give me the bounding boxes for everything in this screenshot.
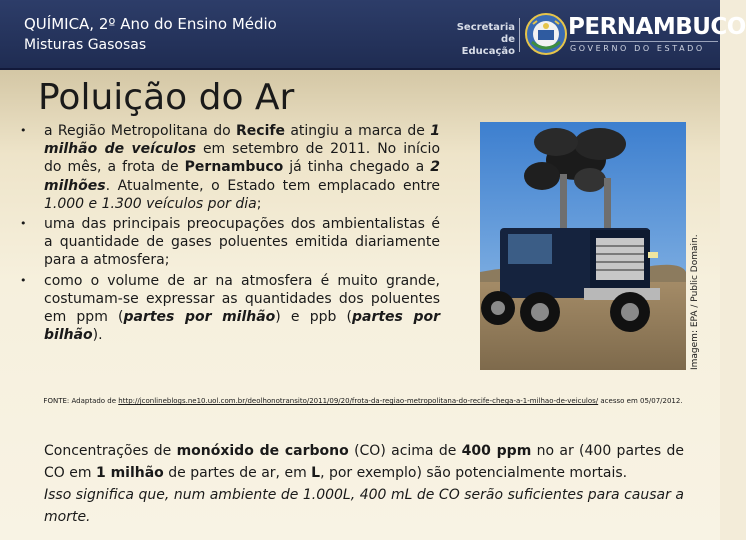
header-bar <box>0 0 746 70</box>
source-link[interactable]: http://jconlineblogs.ne10.uol.com.br/deolhonotransito/2011/09/20/frota-da-regiao-metropolitana-do-recife-chega-a-1-milhao-de-veiculos/ <box>118 397 599 405</box>
conclusion-paragraph-1 <box>44 440 684 484</box>
text-run: de partes de ar, em <box>163 465 312 481</box>
text-run: (CO) acima de <box>348 443 462 459</box>
state-name-logo: PERNAMBUCO <box>568 14 746 40</box>
photo-credit: Imagem: EPA / Public Domain. <box>690 234 700 370</box>
text-run: como o volume de ar na atmosfera é muito grande, costumam-se expressar as quantidades dos poluentes em <box>44 272 440 326</box>
source-citation <box>38 397 688 406</box>
logo-divider <box>519 18 520 52</box>
text-run: atingiu a marca de <box>284 123 431 139</box>
text-run: 1.000 e 1.300 veículos por dia <box>44 195 257 212</box>
text-run: ppb <box>309 309 337 326</box>
text-run: uma das principais preocupações dos ambientalistas é a quantidade de gases poluentes emitida diariamente para a atmosfera; <box>44 216 440 269</box>
text-run: 1 milhão de veículos <box>44 123 440 158</box>
source-prefix: FONTE: Adaptado de <box>43 397 119 405</box>
text-run: ( <box>336 309 352 326</box>
bullet-item <box>20 272 440 345</box>
secretaria-logo-text <box>455 22 515 58</box>
truck-photo <box>480 122 686 370</box>
text-run: ) e <box>275 309 310 326</box>
bullet-item <box>20 215 440 270</box>
text-run: ( <box>107 309 124 326</box>
source-suffix: acesso em 05/07/2012. <box>598 397 683 405</box>
text-run: já tinha chegado a <box>283 159 431 176</box>
text-run: 1 milhão <box>95 465 164 481</box>
bullet-item <box>20 122 440 213</box>
state-crest-icon <box>524 12 568 56</box>
page-title: Poluição do Ar <box>38 77 295 118</box>
bullet-marker: • <box>20 217 27 231</box>
text-run: ppm <box>76 309 108 326</box>
text-run: a Região Metropolitana do <box>44 123 237 139</box>
bullet-list <box>20 122 440 346</box>
government-label: GOVERNO DO ESTADO <box>570 41 718 54</box>
text-run: 400 ppm <box>461 443 532 459</box>
text-run: monóxido de carbono <box>176 443 349 459</box>
text-run: Concentrações de <box>44 443 177 459</box>
text-run: 2 milhões <box>44 159 440 194</box>
text-run: partes por bilhão <box>44 309 441 344</box>
header-subtitle: Misturas Gasosas <box>24 37 147 53</box>
text-run: Pernambuco <box>184 159 284 176</box>
bullet-marker: • <box>20 124 27 137</box>
text-run: partes por milhão <box>123 309 276 326</box>
text-run: ). <box>92 327 103 344</box>
text-run: Recife <box>236 123 285 139</box>
text-run: , por exemplo) são potencialmente mortais. <box>320 465 628 481</box>
secretaria-line-2: Educação <box>461 46 515 57</box>
conclusion-text <box>44 440 684 528</box>
text-run: L <box>311 465 321 481</box>
secretaria-line-1: Secretaria de <box>456 22 515 45</box>
text-run: ; <box>256 195 262 212</box>
conclusion-paragraph-2: Isso significa que, num ambiente de 1.000L, 400 mL de CO serão suficientes para causar a morte. <box>44 487 684 525</box>
header-title: QUÍMICA, 2º Ano do Ensino Médio <box>24 15 277 33</box>
text-run: em setembro de 2011. No início do mês, a frota de <box>44 141 441 176</box>
text-run: . Atualmente, o Estado tem emplacado entre <box>105 177 440 194</box>
text-run: no ar (400 partes de CO em <box>44 443 685 481</box>
bullet-marker: • <box>20 273 27 287</box>
